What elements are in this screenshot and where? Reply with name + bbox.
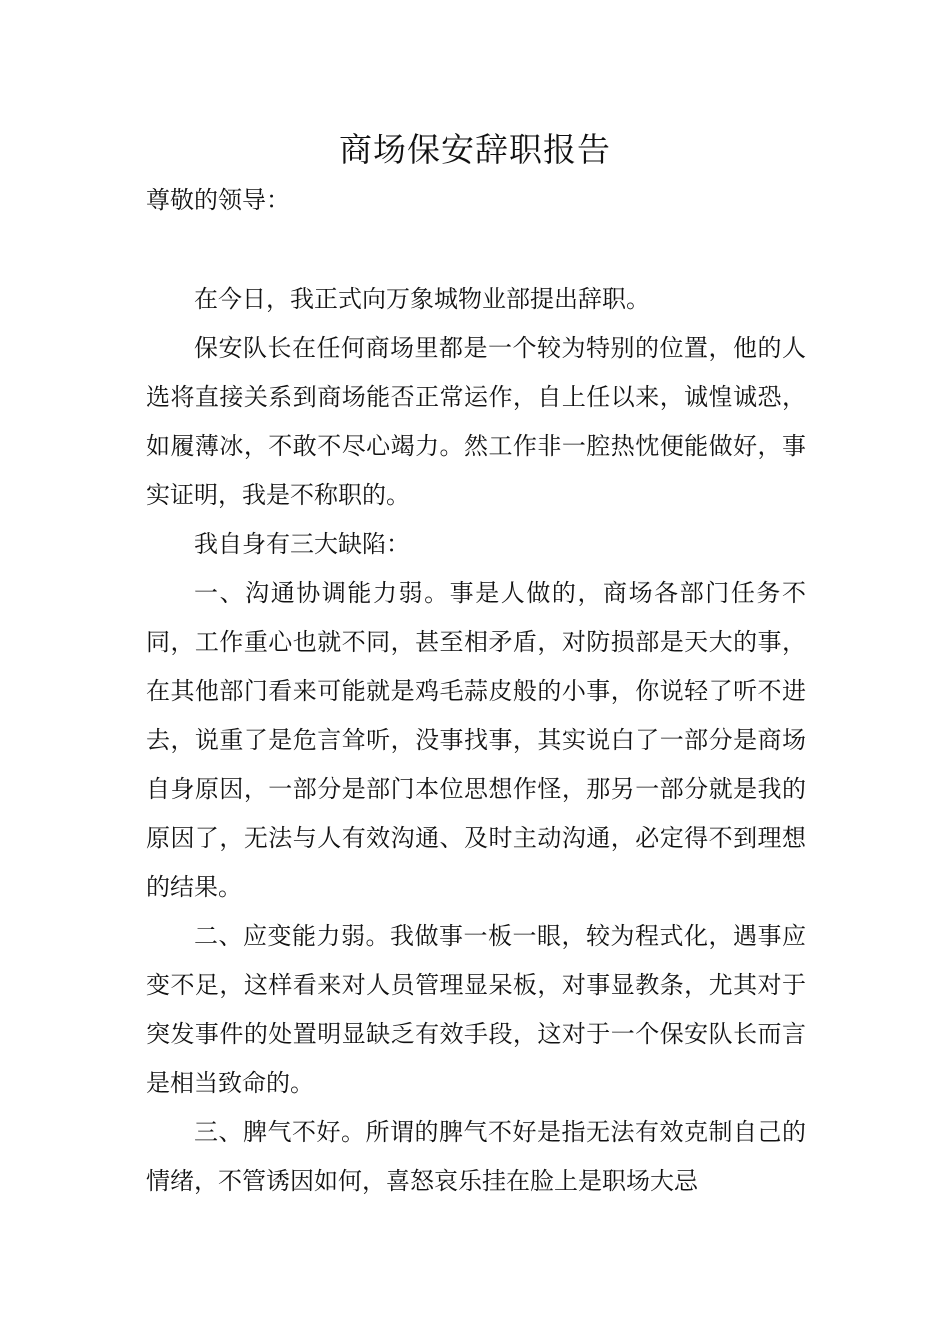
document-body [146,275,806,1206]
paragraph: 保安队长在任何商场里都是一个较为特别的位置，他的人选将直接关系到商场能否正常运作，自上任以来，诚惶诚恐，如履薄冰，不敢不尽心竭力。然工作非一腔热忱便能做好，事实证明，我是不称职的。 [146,334,806,509]
paragraph: 一、沟通协调能力弱。事是人做的，商场各部门任务不同，工作重心也就不同，甚至相矛盾，对防损部是天大的事，在其他部门看来可能就是鸡毛蒜皮般的小事，你说轻了听不进去，说重了是危言耸听，没事找事，其实说白了一部分是商场自身原因，一部分是部门本位思想作怪，那另一部分就是我的原因了，无法与人有效沟通、及时主动沟通，必定得不到理想的结果。 [146,579,806,901]
paragraph: 三、脾气不好。所谓的脾气不好是指无法有效克制自己的情绪，不管诱因如何，喜怒哀乐挂在脸上是职场大忌 [146,1118,806,1195]
paragraph: 我自身有三大缺陷： [194,530,410,558]
document-title: 商场保安辞职报告 [339,130,611,169]
paragraph: 二、应变能力弱。我做事一板一眼，较为程式化，遇事应变不足，这样看来对人员管理显呆板，对事显教条，尤其对于突发事件的处置明显缺乏有效手段，这对于一个保安队长而言是相当致命的。 [146,922,806,1097]
salutation: 尊敬的领导： [146,186,290,214]
paragraph: 在今日，我正式向万象城物业部提出辞职。 [194,285,650,313]
